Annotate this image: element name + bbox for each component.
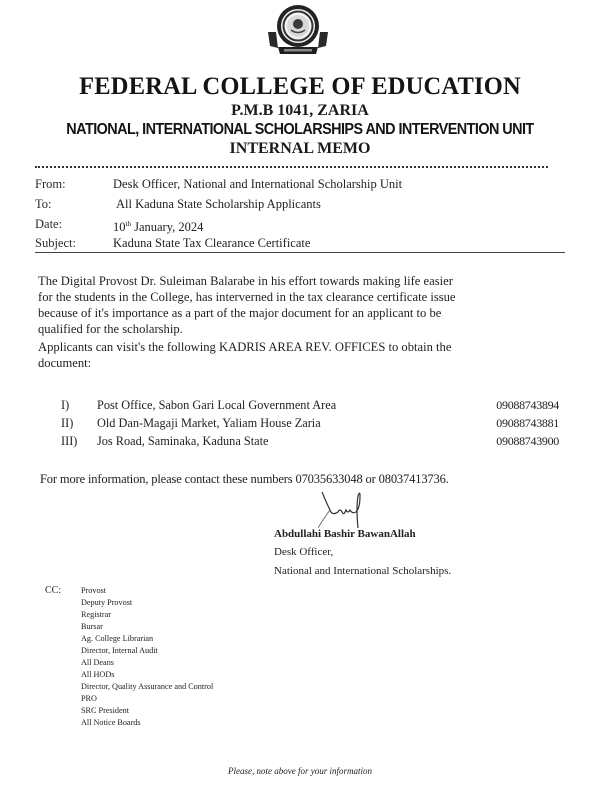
date-value — [113, 216, 203, 235]
fields-divider — [35, 252, 565, 253]
office-phone: 09088743894 — [496, 398, 559, 412]
cc-recipient: All HODs — [81, 670, 115, 679]
office-number: I) — [61, 398, 70, 412]
to-value: All Kaduna State Scholarship Applicants — [116, 197, 321, 211]
document-type: INTERNAL MEMO — [229, 140, 371, 157]
cc-recipient: Director, Internal Audit — [81, 646, 158, 655]
institution-address: P.M.B 1041, ZARIA — [231, 102, 369, 119]
footer-note: Please, note above for your information — [228, 766, 372, 776]
office-number: II) — [61, 416, 74, 430]
cc-recipient: Provost — [81, 586, 107, 595]
cc-recipient: Ag. College Librarian — [81, 634, 154, 643]
cc-recipient: Registrar — [81, 610, 112, 619]
college-crest-icon — [262, 2, 334, 60]
signatory-department: National and International Scholarships. — [274, 565, 452, 577]
cc-recipient: Director, Quality Assurance and Control — [81, 682, 214, 691]
cc-recipient: Deputy Provost — [81, 598, 133, 607]
applicants-line: document: — [38, 356, 92, 370]
body-line: The Digital Provost Dr. Suleiman Balarabe in his effort towards making life easier — [38, 274, 453, 288]
signatory-title: Desk Officer, — [274, 546, 334, 558]
body-line: qualified for the scholarship. — [38, 322, 183, 336]
to-label: To: — [35, 197, 52, 211]
institution-name: FEDERAL COLLEGE OF EDUCATION — [79, 73, 521, 100]
date-label: Date: — [35, 217, 63, 231]
office-location: Jos Road, Saminaka, Kaduna State — [97, 434, 269, 448]
cc-recipient: Bursar — [81, 622, 103, 631]
office-number: III) — [61, 434, 78, 448]
header-divider — [35, 166, 548, 168]
date-month-year: January, 2024 — [130, 220, 204, 235]
body-line: for the students in the College, has interverned in the tax clearance certificate issue — [38, 290, 456, 304]
from-label: From: — [35, 177, 66, 191]
office-location: Post Office, Sabon Gari Local Government Area — [97, 398, 337, 412]
subject-value: Kaduna State Tax Clearance Certificate — [113, 236, 311, 250]
contact-line: For more information, please contact these numbers 07035633048 or 08037413736. — [40, 472, 449, 486]
cc-label: CC: — [45, 585, 62, 596]
signatory-name: Abdullahi Bashir BawanAllah — [274, 528, 416, 540]
office-phone: 09088743881 — [496, 416, 559, 430]
office-location: Old Dan-Magaji Market, Yaliam House Zaria — [97, 416, 321, 430]
body-line: because of it's importance as a part of the major document for an applicant to be — [38, 306, 442, 320]
date-day: 10 — [113, 220, 126, 235]
cc-recipient: All Notice Boards — [81, 718, 141, 727]
subject-label: Subject: — [35, 236, 76, 250]
signature-icon — [318, 488, 380, 532]
unit-name: NATIONAL, INTERNATIONAL SCHOLARSHIPS AND INTERVENTION UNIT — [66, 121, 534, 138]
office-phone: 09088743900 — [496, 434, 559, 448]
from-value: Desk Officer, National and International Scholarship Unit — [113, 177, 403, 191]
cc-recipient: All Deans — [81, 658, 114, 667]
cc-recipient: SRC President — [81, 706, 129, 715]
cc-recipient: PRO — [81, 694, 97, 703]
date-ordinal: th — [125, 220, 131, 228]
applicants-line: Applicants can visit's the following KADRIS AREA REV. OFFICES to obtain the — [38, 340, 452, 354]
